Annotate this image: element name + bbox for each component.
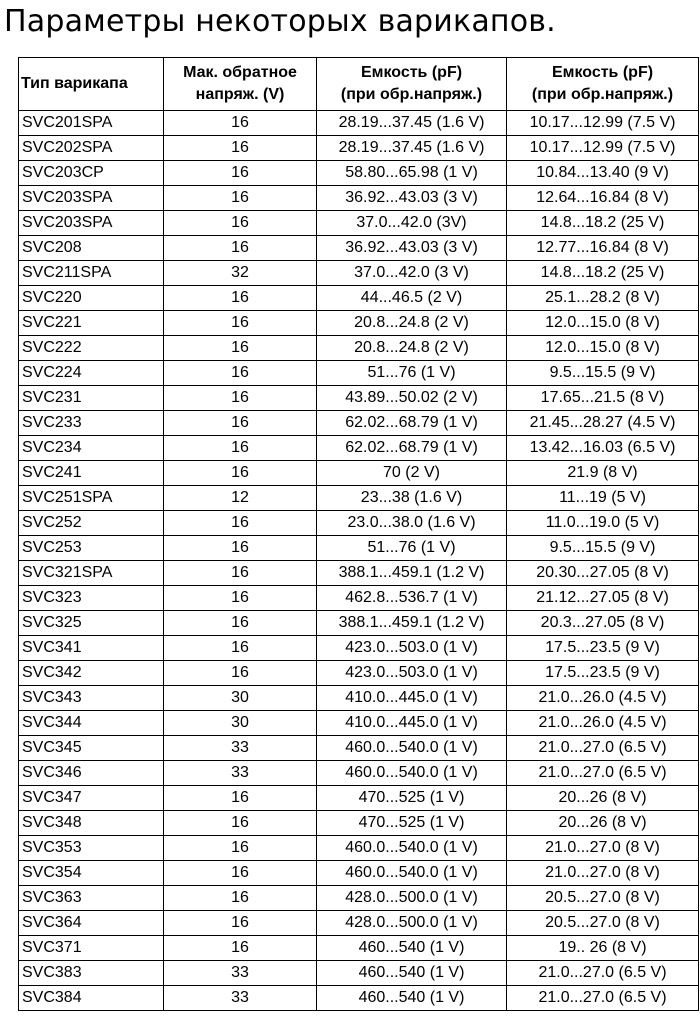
cell-max-voltage: 12 [164, 486, 317, 511]
cell-capacitance-2: 21.0...27.0 (8 V) [507, 836, 699, 861]
cell-capacitance-2: 21.0...27.0 (6.5 V) [507, 736, 699, 761]
cell-capacitance-1: 43.89...50.02 (2 V) [317, 386, 507, 411]
table-row [19, 311, 699, 336]
cell-capacitance-1: 410.0...445.0 (1 V) [317, 686, 507, 711]
cell-capacitance-2: 12.77...16.84 (8 V) [507, 236, 699, 261]
cell-max-voltage: 33 [164, 986, 317, 1011]
cell-max-voltage: 16 [164, 636, 317, 661]
cell-capacitance-1: 460...540 (1 V) [317, 936, 507, 961]
varicap-parameters-table [18, 57, 699, 1011]
cell-type: SVC363 [19, 886, 164, 911]
cell-type: SVC252 [19, 511, 164, 536]
cell-capacitance-2: 9.5...15.5 (9 V) [507, 361, 699, 386]
cell-capacitance-1: 388.1...459.1 (1.2 V) [317, 611, 507, 636]
cell-capacitance-2: 21.0...27.0 (8 V) [507, 861, 699, 886]
header-row [19, 58, 699, 111]
cell-capacitance-2: 10.84...13.40 (9 V) [507, 161, 699, 186]
cell-max-voltage: 16 [164, 161, 317, 186]
cell-max-voltage: 30 [164, 686, 317, 711]
cell-capacitance-2: 21.45...28.27 (4.5 V) [507, 411, 699, 436]
cell-capacitance-2: 12.0...15.0 (8 V) [507, 336, 699, 361]
table-row [19, 461, 699, 486]
cell-capacitance-1: 23.0...38.0 (1.6 V) [317, 511, 507, 536]
cell-type: SVC325 [19, 611, 164, 636]
cell-type: SVC341 [19, 636, 164, 661]
cell-type: SVC251SPA [19, 486, 164, 511]
cell-max-voltage: 16 [164, 561, 317, 586]
table-row [19, 261, 699, 286]
table-row [19, 386, 699, 411]
cell-type: SVC220 [19, 286, 164, 311]
header-capacitance-2-line-2: (при обр.напряж.) [531, 86, 674, 103]
cell-type: SVC344 [19, 711, 164, 736]
cell-max-voltage: 16 [164, 186, 317, 211]
cell-capacitance-1: 410.0...445.0 (1 V) [317, 711, 507, 736]
cell-capacitance-1: 28.19...37.45 (1.6 V) [317, 111, 507, 136]
table-row [19, 161, 699, 186]
cell-type: SVC346 [19, 761, 164, 786]
cell-max-voltage: 16 [164, 211, 317, 236]
cell-capacitance-2: 20...26 (8 V) [507, 786, 699, 811]
header-max-voltage-line-1: Мак. обратное [183, 64, 297, 81]
table-row [19, 911, 699, 936]
table-row [19, 486, 699, 511]
cell-type: SVC342 [19, 661, 164, 686]
cell-capacitance-1: 23...38 (1.6 V) [317, 486, 507, 511]
cell-max-voltage: 16 [164, 111, 317, 136]
cell-capacitance-2: 25.1...28.2 (8 V) [507, 286, 699, 311]
cell-capacitance-2: 14.8...18.2 (25 V) [507, 261, 699, 286]
cell-max-voltage: 16 [164, 511, 317, 536]
cell-capacitance-2: 17.5...23.5 (9 V) [507, 636, 699, 661]
cell-capacitance-1: 36.92...43.03 (3 V) [317, 236, 507, 261]
cell-type: SVC222 [19, 336, 164, 361]
cell-capacitance-2: 19.. 26 (8 V) [507, 936, 699, 961]
cell-capacitance-1: 37.0...42.0 (3V) [317, 211, 507, 236]
cell-capacitance-1: 20.8...24.8 (2 V) [317, 336, 507, 361]
cell-type: SVC202SPA [19, 136, 164, 161]
cell-type: SVC353 [19, 836, 164, 861]
cell-max-voltage: 30 [164, 711, 317, 736]
table-row [19, 636, 699, 661]
cell-capacitance-2: 10.17...12.99 (7.5 V) [507, 111, 699, 136]
cell-max-voltage: 33 [164, 736, 317, 761]
cell-capacitance-1: 51...76 (1 V) [317, 361, 507, 386]
cell-max-voltage: 33 [164, 761, 317, 786]
cell-capacitance-1: 37.0...42.0 (3 V) [317, 261, 507, 286]
cell-capacitance-1: 460.0...540.0 (1 V) [317, 761, 507, 786]
cell-capacitance-2: 10.17...12.99 (7.5 V) [507, 136, 699, 161]
cell-capacitance-1: 462.8...536.7 (1 V) [317, 586, 507, 611]
cell-type: SVC371 [19, 936, 164, 961]
cell-max-voltage: 32 [164, 261, 317, 286]
cell-capacitance-2: 21.9 (8 V) [507, 461, 699, 486]
table-header [19, 58, 699, 111]
cell-max-voltage: 16 [164, 811, 317, 836]
table-row [19, 411, 699, 436]
table-row [19, 886, 699, 911]
cell-capacitance-1: 470...525 (1 V) [317, 811, 507, 836]
cell-capacitance-1: 58.80...65.98 (1 V) [317, 161, 507, 186]
cell-max-voltage: 16 [164, 386, 317, 411]
table-row [19, 436, 699, 461]
table-row [19, 811, 699, 836]
cell-type: SVC321SPA [19, 561, 164, 586]
cell-type: SVC347 [19, 786, 164, 811]
cell-capacitance-2: 9.5...15.5 (9 V) [507, 536, 699, 561]
cell-type: SVC224 [19, 361, 164, 386]
table-row [19, 711, 699, 736]
table-row [19, 761, 699, 786]
cell-capacitance-1: 460...540 (1 V) [317, 961, 507, 986]
cell-type: SVC345 [19, 736, 164, 761]
table-row [19, 736, 699, 761]
header-capacitance-1-line-2: (при обр.напряж.) [340, 86, 483, 103]
cell-capacitance-2: 20.30...27.05 (8 V) [507, 561, 699, 586]
cell-capacitance-2: 21.0...26.0 (4.5 V) [507, 686, 699, 711]
cell-type: SVC241 [19, 461, 164, 486]
cell-capacitance-1: 62.02...68.79 (1 V) [317, 436, 507, 461]
table-row [19, 586, 699, 611]
cell-max-voltage: 16 [164, 886, 317, 911]
cell-type: SVC384 [19, 986, 164, 1011]
cell-capacitance-1: 36.92...43.03 (3 V) [317, 186, 507, 211]
cell-max-voltage: 16 [164, 861, 317, 886]
cell-capacitance-1: 423.0...503.0 (1 V) [317, 636, 507, 661]
table-row [19, 836, 699, 861]
cell-max-voltage: 16 [164, 411, 317, 436]
cell-capacitance-2: 14.8...18.2 (25 V) [507, 211, 699, 236]
table-row [19, 336, 699, 361]
cell-capacitance-1: 423.0...503.0 (1 V) [317, 661, 507, 686]
table-row [19, 611, 699, 636]
cell-max-voltage: 16 [164, 336, 317, 361]
header-capacitance-1 [317, 58, 507, 111]
cell-capacitance-2: 11...19 (5 V) [507, 486, 699, 511]
cell-capacitance-2: 20.5...27.0 (8 V) [507, 886, 699, 911]
cell-capacitance-2: 13.42...16.03 (6.5 V) [507, 436, 699, 461]
cell-capacitance-1: 388.1...459.1 (1.2 V) [317, 561, 507, 586]
cell-capacitance-2: 21.0...27.0 (6.5 V) [507, 761, 699, 786]
cell-max-voltage: 16 [164, 436, 317, 461]
cell-type: SVC348 [19, 811, 164, 836]
header-max-voltage [164, 58, 317, 111]
cell-max-voltage: 33 [164, 961, 317, 986]
cell-capacitance-1: 62.02...68.79 (1 V) [317, 411, 507, 436]
cell-type: SVC208 [19, 236, 164, 261]
table-row [19, 786, 699, 811]
cell-max-voltage: 16 [164, 286, 317, 311]
table-row [19, 861, 699, 886]
header-capacitance-1-line-1: Емкость (pF) [360, 64, 463, 81]
cell-max-voltage: 16 [164, 361, 317, 386]
cell-type: SVC221 [19, 311, 164, 336]
cell-capacitance-1: 470...525 (1 V) [317, 786, 507, 811]
table-row [19, 561, 699, 586]
table-row [19, 936, 699, 961]
cell-capacitance-2: 11.0...19.0 (5 V) [507, 511, 699, 536]
cell-capacitance-2: 12.0...15.0 (8 V) [507, 311, 699, 336]
cell-capacitance-2: 21.0...27.0 (6.5 V) [507, 961, 699, 986]
cell-max-voltage: 16 [164, 786, 317, 811]
cell-capacitance-2: 21.12...27.05 (8 V) [507, 586, 699, 611]
cell-type: SVC211SPA [19, 261, 164, 286]
cell-capacitance-1: 44...46.5 (2 V) [317, 286, 507, 311]
table-row [19, 511, 699, 536]
cell-max-voltage: 16 [164, 661, 317, 686]
cell-capacitance-2: 20...26 (8 V) [507, 811, 699, 836]
table-row [19, 211, 699, 236]
cell-capacitance-1: 70 (2 V) [317, 461, 507, 486]
table-row [19, 661, 699, 686]
cell-capacitance-1: 460.0...540.0 (1 V) [317, 861, 507, 886]
cell-type: SVC201SPA [19, 111, 164, 136]
cell-capacitance-1: 460...540 (1 V) [317, 986, 507, 1011]
cell-type: SVC203CP [19, 161, 164, 186]
cell-type: SVC234 [19, 436, 164, 461]
cell-capacitance-1: 428.0...500.0 (1 V) [317, 911, 507, 936]
cell-capacitance-1: 428.0...500.0 (1 V) [317, 886, 507, 911]
cell-type: SVC354 [19, 861, 164, 886]
cell-max-voltage: 16 [164, 311, 317, 336]
cell-type: SVC323 [19, 586, 164, 611]
cell-capacitance-1: 460.0...540.0 (1 V) [317, 836, 507, 861]
cell-type: SVC233 [19, 411, 164, 436]
table-row [19, 686, 699, 711]
cell-capacitance-1: 28.19...37.45 (1.6 V) [317, 136, 507, 161]
table-row [19, 186, 699, 211]
cell-type: SVC253 [19, 536, 164, 561]
cell-capacitance-2: 17.5...23.5 (9 V) [507, 661, 699, 686]
cell-type: SVC231 [19, 386, 164, 411]
table-row [19, 236, 699, 261]
cell-type: SVC343 [19, 686, 164, 711]
cell-max-voltage: 16 [164, 136, 317, 161]
cell-capacitance-1: 51...76 (1 V) [317, 536, 507, 561]
cell-max-voltage: 16 [164, 936, 317, 961]
cell-type: SVC203SPA [19, 186, 164, 211]
table-row [19, 961, 699, 986]
table-row [19, 286, 699, 311]
cell-max-voltage: 16 [164, 586, 317, 611]
cell-max-voltage: 16 [164, 236, 317, 261]
cell-max-voltage: 16 [164, 461, 317, 486]
table-row [19, 111, 699, 136]
cell-max-voltage: 16 [164, 611, 317, 636]
table-body [19, 111, 699, 1011]
cell-type: SVC203SPA [19, 211, 164, 236]
cell-capacitance-1: 20.8...24.8 (2 V) [317, 311, 507, 336]
header-capacitance-2 [507, 58, 699, 111]
cell-type: SVC364 [19, 911, 164, 936]
cell-max-voltage: 16 [164, 911, 317, 936]
table-row [19, 136, 699, 161]
cell-capacitance-2: 12.64...16.84 (8 V) [507, 186, 699, 211]
cell-max-voltage: 16 [164, 836, 317, 861]
header-max-voltage-line-2: напряж. (V) [195, 86, 285, 103]
cell-capacitance-2: 20.3...27.05 (8 V) [507, 611, 699, 636]
cell-capacitance-2: 17.65...21.5 (8 V) [507, 386, 699, 411]
header-capacitance-2-line-1: Емкость (pF) [551, 64, 654, 81]
table-row [19, 361, 699, 386]
header-type: Тип варикапа [19, 58, 164, 111]
cell-capacitance-1: 460.0...540.0 (1 V) [317, 736, 507, 761]
cell-max-voltage: 16 [164, 536, 317, 561]
table-row [19, 986, 699, 1011]
cell-type: SVC383 [19, 961, 164, 986]
cell-capacitance-2: 21.0...26.0 (4.5 V) [507, 711, 699, 736]
cell-capacitance-2: 20.5...27.0 (8 V) [507, 911, 699, 936]
cell-capacitance-2: 21.0...27.0 (6.5 V) [507, 986, 699, 1011]
page-title: Параметры некоторых варикапов. [4, 4, 556, 39]
table-row [19, 536, 699, 561]
